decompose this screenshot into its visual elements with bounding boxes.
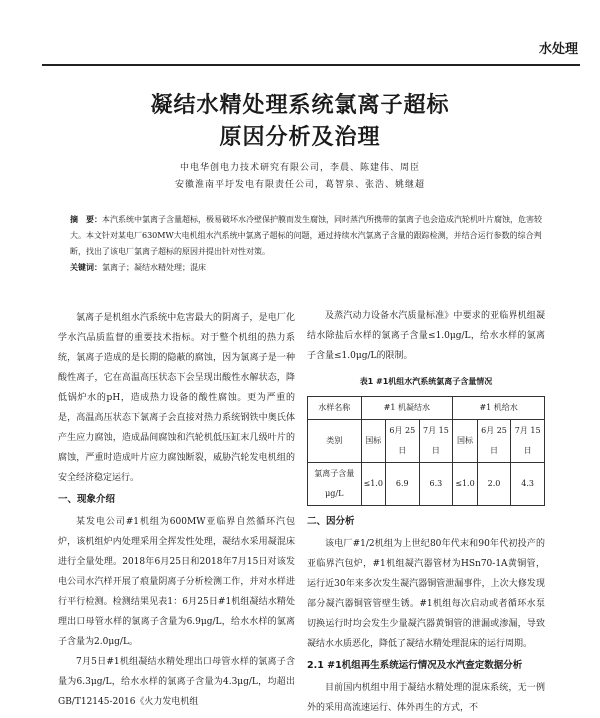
abstract-text: 本汽系统中氯离子含量超标，极易破坏水冷壁保护膜而发生腐蚀，同时蒸汽所携带的氯离子也会造成汽轮机叶片腐蚀，危害较大。本文针对某电厂630MW大电机组水汽系统中氯离子超标的问题，通过持续水汽氯离子含量的跟踪检测，并结合运行参数的综合判断，找出了该电厂氯离子超标的原因并提出针对性对策。	[70, 215, 542, 256]
table-header: 7月 15日	[511, 420, 545, 463]
table-header: 6月 25日	[477, 420, 511, 463]
body-paragraph: 氯离子是机组水汽系统中危害最大的阴离子，是电厂化学水汽品质监督的重要技术指标。对于整个机组的热力系统，氯离子造成的是长期的隐蔽的腐蚀，因为氯离子是一种酸性离子，它在高温高压状态下会呈现出酸性水解状态，降低锅炉水的pH，造成热力设备的酸性腐蚀。更为严重的是，高温高压状态下氯离子会直接对热力系统钢铁中奥氏体产生应力腐蚀，造成晶间腐蚀和汽轮机低压缸末几级叶片的腐蚀，严重时造成叶片应力腐蚀断裂，威胁汽轮发电机组的安全经济稳定运行。	[58, 313, 295, 483]
table-header: 国标	[453, 420, 477, 463]
abstract	[70, 212, 556, 260]
table-cell: ≤1.0	[361, 463, 385, 506]
chloride-table	[307, 396, 545, 506]
table-header: #1 机给水	[453, 397, 545, 420]
author-line-2: 安徽淮南平圩发电有限责任公司，葛智泉、张浩、姚继超	[174, 180, 425, 190]
header-rule	[42, 64, 580, 66]
section-label: 水处理	[538, 42, 578, 57]
table-header: 7月 15日	[419, 420, 453, 463]
title-line-1: 凝结水精处理系统氯离子超标	[150, 93, 450, 118]
section-heading: 二、因分析	[307, 516, 355, 527]
table-header: #1 机凝结水	[361, 397, 453, 420]
table-header: 类别	[308, 420, 362, 463]
subsection-heading: 2.1 #1机组再生系统运行情况及水汽查定数据分析	[307, 660, 523, 671]
body-paragraph: 及蒸汽动力设备水汽质量标准》中要求的亚临界机组凝结水除盐后水样的氯离子含量≤1.0μg/L，给水水样的氯离子含量≤1.0μg/L的限制。	[307, 311, 545, 361]
abstract-label: 摘 要：	[70, 215, 102, 224]
table-cell: 6.3	[419, 463, 453, 506]
table-cell: 6.9	[385, 463, 419, 506]
left-column	[58, 308, 295, 712]
body-paragraph: 目前国内机组中用于凝结水精处理的混床系统，无一例外的采用高流速运行、体外再生的方式，不	[307, 683, 545, 713]
keywords-text: 氯离子；凝结水精处理；混床	[102, 263, 206, 272]
body-paragraph: 7月5日#1机组凝结水精处理出口母管水样的氯离子含量为6.3μg/L，给水水样的氯离子含量为4.3μg/L，均超出GB/T12145-2016《火力发电机组	[58, 657, 295, 707]
keywords	[70, 262, 556, 273]
section-heading: 一、现象介绍	[58, 494, 116, 505]
body-paragraph: 该电厂#1/2机组为上世纪80年代末和90年代初投产的亚临界汽包炉，#1机组凝汽器管材为HSn70-1A黄铜管，运行近30年来多次发生凝汽器铜管泄漏事件，上次大修发现部分凝汽器铜管管壁生锈。#1机组每次启动或者循环水泵切换运行时均会发生少量凝汽器黄铜管的泄漏或渗漏，导致凝结水水质恶化，降低了凝结水精处理混床的运行周期。	[307, 539, 545, 649]
table-cell: 4.3	[511, 463, 545, 506]
table-header: 水样名称	[308, 397, 362, 420]
table-row-label: 氯离子含量μg/L	[308, 463, 362, 506]
body-paragraph: 某发电公司#1机组为600MW亚临界自然循环汽包炉，该机组炉内处理采用全挥发性处理，凝结水采用凝混床进行全量处理。2018年6月25日和2018年7月15日对该发电公司水汽样开展了痕量阴离子分析检测工作，并对水样进行平行检测。检测结果见表1：6月25日#1机组凝结水精处理出口母管水样的氯离子含量为6.9μg/L，给水水样的氯离子含量为2.0μg/L。	[58, 517, 295, 647]
title-line-2: 原因分析及治理	[219, 125, 381, 150]
right-column	[307, 306, 545, 718]
table-cell: 2.0	[477, 463, 511, 506]
table-header: 6月 25日	[385, 420, 419, 463]
table-header: 国标	[361, 420, 385, 463]
table-cell: ≤1.0	[453, 463, 477, 506]
author-line-1: 中电华创电力技术研究有限公司，李晨、陈建伟、周臣	[179, 163, 420, 173]
table-caption: 表1 #1机组水汽系统氯离子含量情况	[359, 377, 493, 386]
keywords-label: 关键词：	[70, 262, 102, 272]
